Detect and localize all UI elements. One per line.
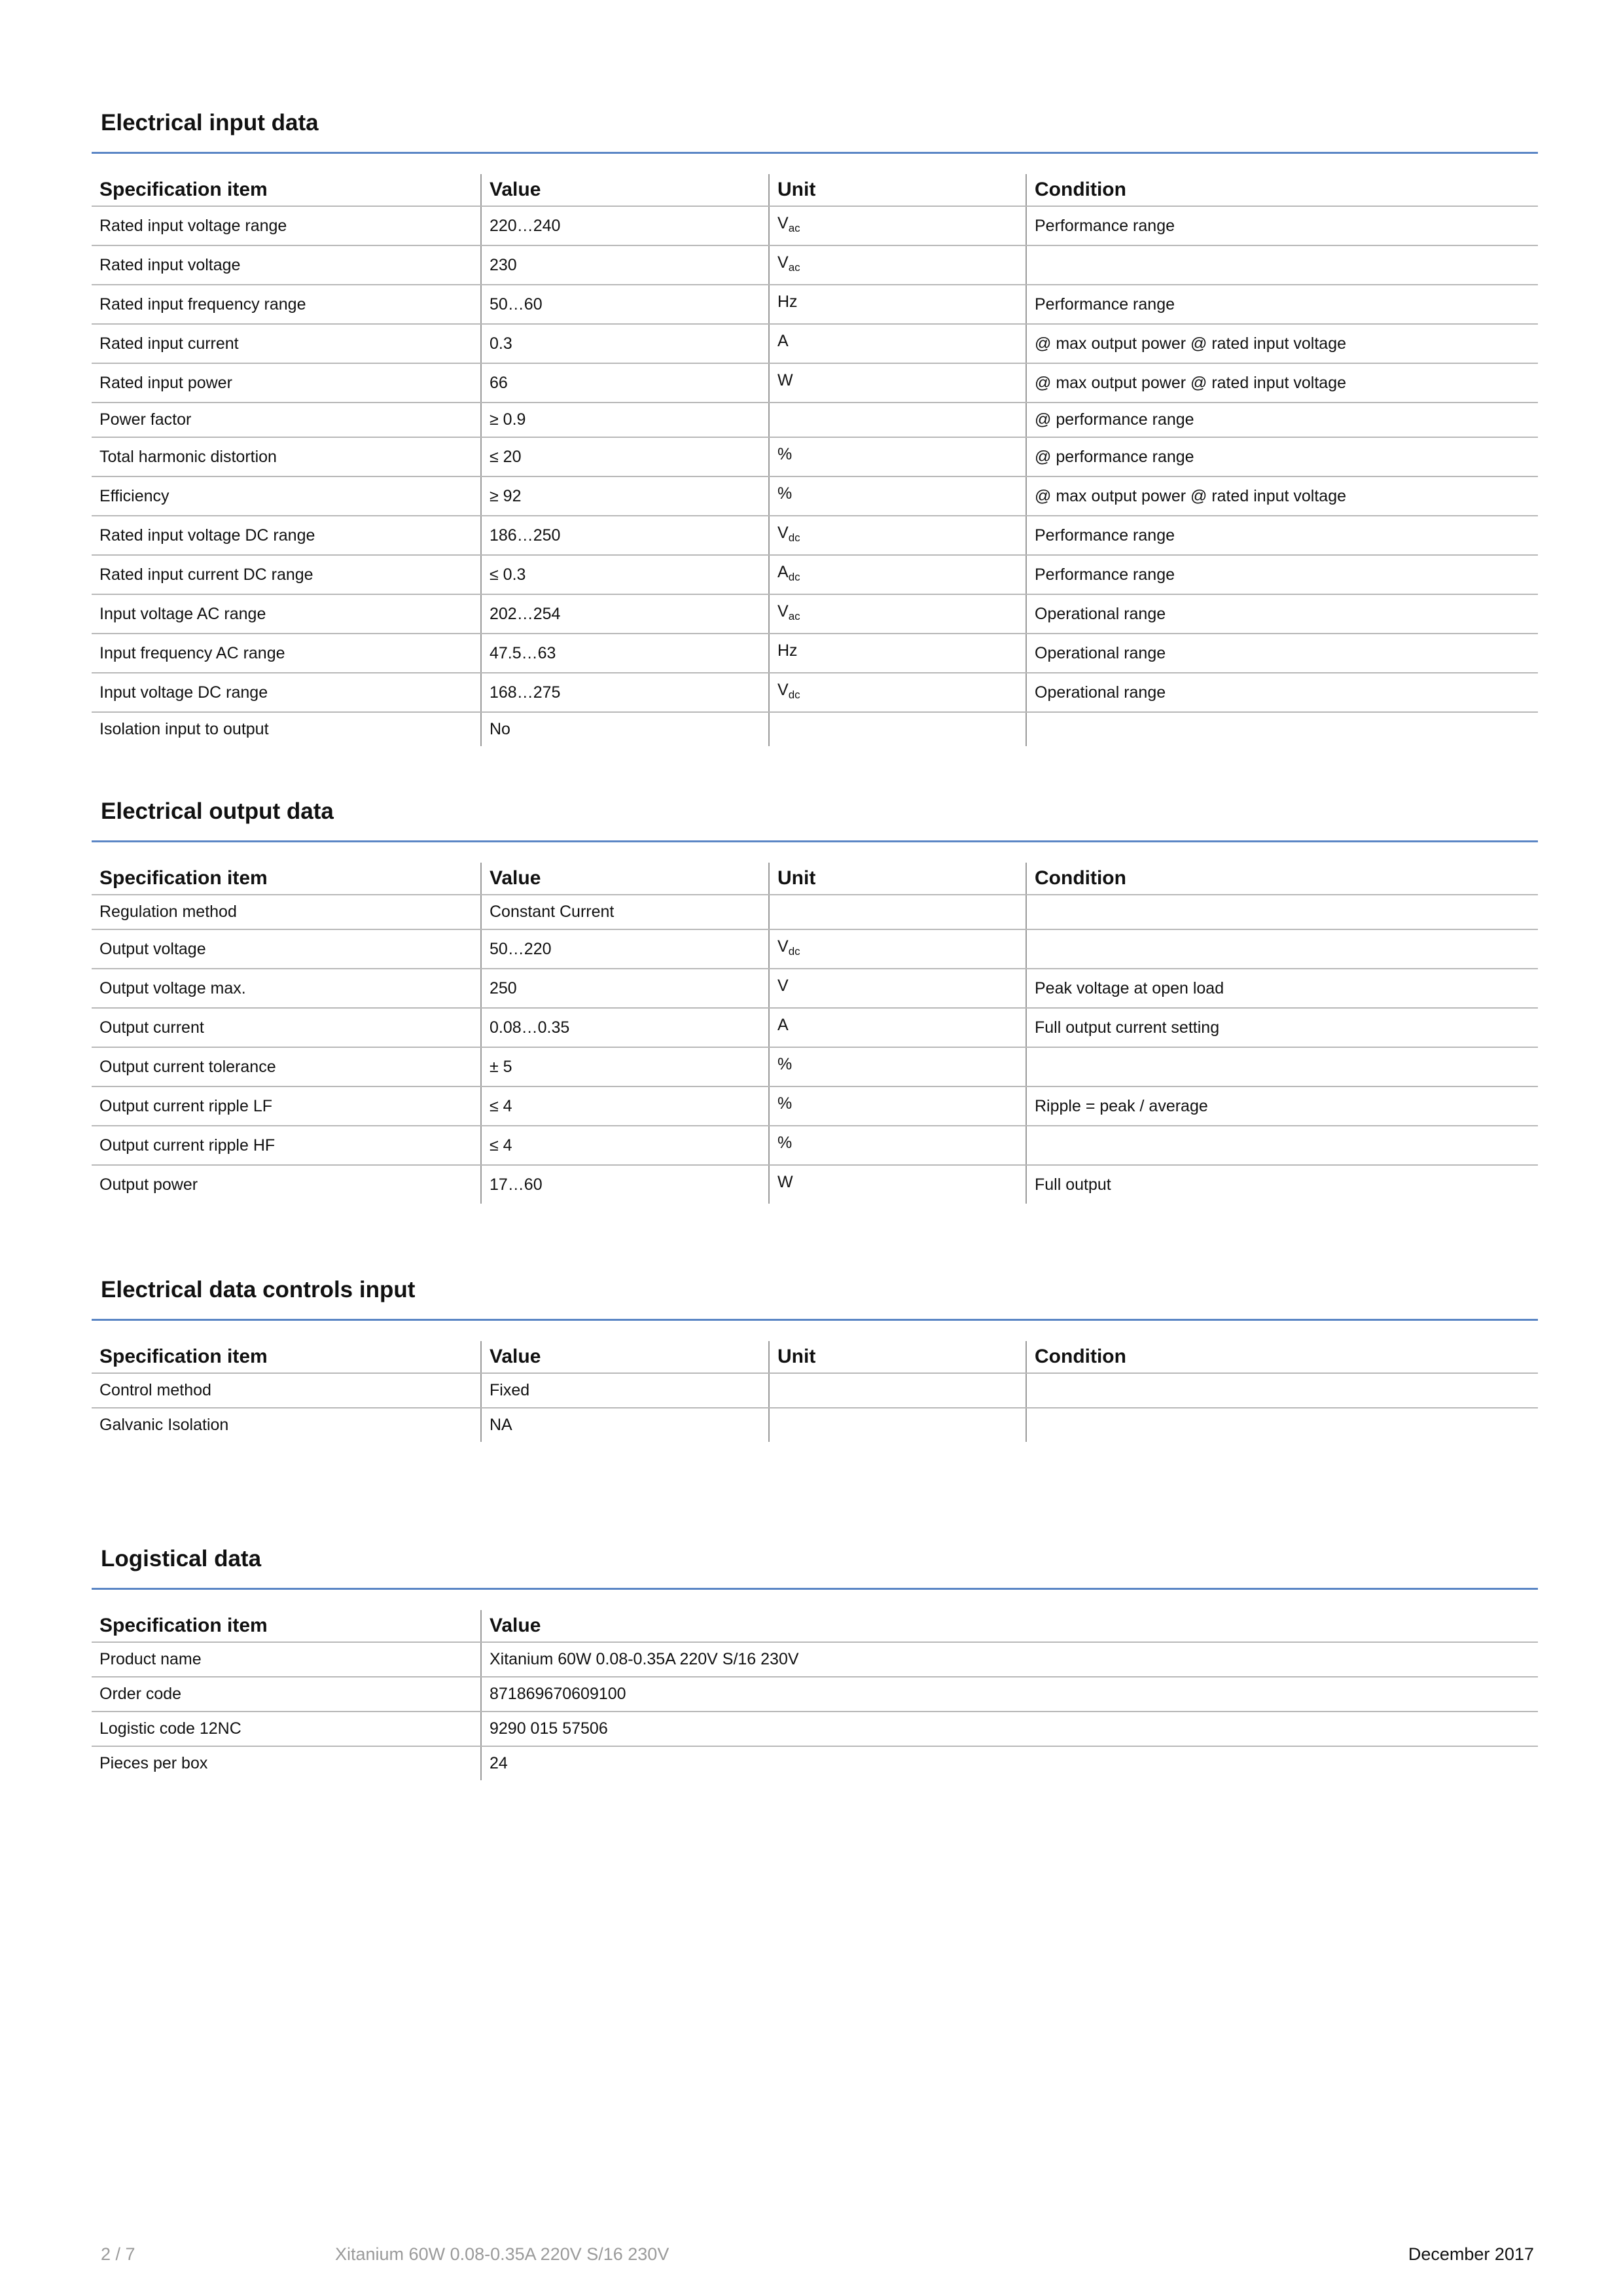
cell-value: 50…60	[481, 285, 769, 324]
unit-symbol: Hz	[777, 293, 798, 311]
table-row	[92, 1373, 1538, 1408]
cell-unit	[769, 1008, 1026, 1047]
section-divider	[92, 1588, 1538, 1590]
footer-product-name: Xitanium 60W 0.08-0.35A 220V S/16 230V	[335, 2244, 669, 2264]
cell-condition: Performance range	[1026, 516, 1538, 555]
unit-subscript: dc	[788, 531, 800, 544]
cell-value: Constant Current	[481, 895, 769, 929]
table-row	[92, 1086, 1538, 1126]
unit-symbol: V	[777, 524, 789, 542]
cell-value: 66	[481, 363, 769, 403]
cell-spec-item: Rated input power	[92, 363, 481, 403]
table-row	[92, 1712, 1538, 1746]
cell-unit	[769, 1047, 1026, 1086]
cell-spec-item: Order code	[92, 1677, 481, 1712]
unit-subscript: ac	[788, 261, 800, 274]
footer-page-number: 2 / 7	[101, 2244, 135, 2264]
section-controls-input	[92, 1274, 1538, 1442]
table-row	[92, 324, 1538, 363]
unit-symbol: W	[777, 1173, 793, 1191]
cell-value: 250	[481, 969, 769, 1008]
unit-symbol: W	[777, 371, 793, 389]
cell-spec-item: Isolation input to output	[99, 720, 269, 738]
cell-spec-item: Rated input frequency range	[92, 285, 481, 324]
cell-spec-item: Output current tolerance	[92, 1047, 481, 1086]
unit-symbol: %	[777, 484, 793, 503]
unit-subscript: ac	[788, 610, 800, 622]
unit-symbol: V	[777, 977, 789, 995]
cell-condition	[1026, 1373, 1538, 1408]
cell-unit	[769, 712, 1026, 746]
unit-symbol: V	[777, 253, 789, 272]
table-row	[92, 363, 1538, 403]
cell-value: 17…60	[481, 1165, 769, 1204]
unit-symbol: %	[777, 1055, 793, 1073]
cell-value: ≤ 20	[481, 437, 769, 476]
table-row	[92, 1408, 1538, 1442]
table-row	[92, 476, 1538, 516]
table-row	[92, 437, 1538, 476]
cell-value: ≤ 4	[481, 1086, 769, 1126]
cell-spec-item: Pieces per box	[99, 1754, 208, 1772]
unit-subscript: ac	[788, 222, 800, 234]
cell-spec-item: Efficiency	[92, 476, 481, 516]
cell-spec-item: Logistic code 12NC	[92, 1712, 481, 1746]
cell-unit	[769, 673, 1026, 712]
unit-symbol: V	[777, 937, 789, 956]
section-logistical	[92, 1543, 1538, 1780]
cell-condition: Performance range	[1026, 285, 1538, 324]
header-unit: Unit	[769, 863, 1026, 895]
cell-value: 220…240	[481, 206, 769, 245]
section-divider	[92, 1319, 1538, 1321]
cell-unit	[769, 206, 1026, 245]
cell-value: 186…250	[481, 516, 769, 555]
header-condition: Condition	[1026, 174, 1538, 206]
unit-subscript: dc	[788, 689, 800, 701]
cell-condition	[1026, 1047, 1538, 1086]
cell-spec-item: Rated input current DC range	[92, 555, 481, 594]
unit-subscript: dc	[788, 571, 800, 583]
cell-condition: @ max output power @ rated input voltage	[1026, 324, 1538, 363]
header-condition: Condition	[1026, 863, 1538, 895]
section-divider	[92, 840, 1538, 842]
cell-spec-item: Rated input current	[92, 324, 481, 363]
header-spec-item: Specification item	[92, 1341, 481, 1373]
section-title: Electrical data controls input	[101, 1277, 416, 1302]
unit-symbol: V	[777, 602, 789, 620]
cell-value: Xitanium 60W 0.08-0.35A 220V S/16 230V	[481, 1642, 1538, 1677]
table-row	[92, 555, 1538, 594]
cell-condition: Peak voltage at open load	[1026, 969, 1538, 1008]
cell-condition: Performance range	[1026, 555, 1538, 594]
cell-value: ≥ 92	[481, 476, 769, 516]
cell-spec-item: Input voltage DC range	[92, 673, 481, 712]
cell-spec-item: Input voltage AC range	[92, 594, 481, 634]
unit-symbol: V	[777, 681, 789, 699]
cell-unit	[769, 1086, 1026, 1126]
cell-condition: @ max output power @ rated input voltage	[1026, 363, 1538, 403]
cell-spec-item: Rated input voltage range	[92, 206, 481, 245]
table-row	[92, 929, 1538, 969]
cell-condition: Ripple = peak / average	[1026, 1086, 1538, 1126]
cell-value: No	[481, 712, 769, 746]
section-electrical-output	[92, 796, 1538, 1204]
header-value: Value	[481, 1610, 1538, 1642]
header-value: Value	[481, 1341, 769, 1373]
cell-condition: Operational range	[1026, 673, 1538, 712]
cell-unit	[769, 895, 1026, 929]
cell-condition: Performance range	[1026, 206, 1538, 245]
cell-unit	[769, 1165, 1026, 1204]
unit-symbol: Hz	[777, 641, 798, 660]
unit-subscript: dc	[788, 945, 800, 958]
unit-symbol: A	[777, 563, 789, 581]
cell-spec-item: Power factor	[92, 403, 481, 437]
cell-value: 168…275	[481, 673, 769, 712]
cell-condition: @ max output power @ rated input voltage	[1026, 476, 1538, 516]
header-value: Value	[481, 863, 769, 895]
cell-spec-item: Galvanic Isolation	[99, 1416, 229, 1434]
cell-spec-item: Output current	[92, 1008, 481, 1047]
cell-unit	[769, 555, 1026, 594]
table-row	[92, 1165, 1538, 1204]
cell-value: 230	[481, 245, 769, 285]
table-row	[92, 1008, 1538, 1047]
cell-unit	[769, 634, 1026, 673]
section-electrical-input	[92, 107, 1538, 746]
cell-unit	[769, 476, 1026, 516]
cell-spec-item: Output voltage	[92, 929, 481, 969]
table-header-row	[92, 1341, 1538, 1373]
section-title: Logistical data	[101, 1546, 262, 1571]
table-row	[92, 594, 1538, 634]
cell-value: 24	[481, 1746, 1538, 1780]
spec-table-input	[92, 174, 1538, 746]
cell-spec-item: Input frequency AC range	[92, 634, 481, 673]
cell-unit	[769, 245, 1026, 285]
cell-spec-item: Output voltage max.	[92, 969, 481, 1008]
cell-value: 47.5…63	[481, 634, 769, 673]
cell-unit	[769, 594, 1026, 634]
header-unit: Unit	[769, 1341, 1026, 1373]
cell-value: NA	[481, 1408, 769, 1442]
cell-spec-item: Output current ripple HF	[92, 1126, 481, 1165]
cell-spec-item: Rated input voltage	[92, 245, 481, 285]
cell-value: ≥ 0.9	[481, 403, 769, 437]
table-row	[92, 1677, 1538, 1712]
section-divider	[92, 152, 1538, 154]
table-row	[92, 969, 1538, 1008]
table-row	[92, 403, 1538, 437]
cell-unit	[769, 437, 1026, 476]
section-title: Electrical input data	[101, 110, 319, 135]
unit-symbol: A	[777, 332, 789, 350]
header-spec-item: Specification item	[92, 174, 481, 206]
cell-spec-item: Product name	[92, 1642, 481, 1677]
cell-condition	[1026, 712, 1538, 746]
header-spec-item: Specification item	[92, 863, 481, 895]
table-row	[92, 712, 1538, 746]
unit-symbol: A	[777, 1016, 789, 1034]
table-row	[92, 673, 1538, 712]
cell-value: ≤ 0.3	[481, 555, 769, 594]
cell-condition	[1026, 245, 1538, 285]
cell-value: 871869670609100	[481, 1677, 1538, 1712]
cell-unit	[769, 285, 1026, 324]
cell-value: 202…254	[481, 594, 769, 634]
cell-unit	[769, 516, 1026, 555]
cell-condition	[1026, 1408, 1538, 1442]
cell-unit	[769, 969, 1026, 1008]
cell-unit	[769, 403, 1026, 437]
cell-unit	[769, 1126, 1026, 1165]
table-header-row	[92, 1610, 1538, 1642]
table-row	[92, 285, 1538, 324]
cell-value: ≤ 4	[481, 1126, 769, 1165]
table-header-row	[92, 174, 1538, 206]
cell-condition	[1026, 895, 1538, 929]
section-title: Electrical output data	[101, 798, 334, 824]
cell-spec-item: Control method	[92, 1373, 481, 1408]
cell-condition	[1026, 1126, 1538, 1165]
cell-condition: @ performance range	[1026, 437, 1538, 476]
table-header-row	[92, 863, 1538, 895]
table-row	[92, 634, 1538, 673]
spec-table-output	[92, 863, 1538, 1204]
cell-condition: Operational range	[1026, 594, 1538, 634]
table-row	[92, 895, 1538, 929]
table-row	[92, 206, 1538, 245]
cell-unit	[769, 324, 1026, 363]
cell-value: 0.3	[481, 324, 769, 363]
cell-value: 9290 015 57506	[481, 1712, 1538, 1746]
header-spec-item: Specification item	[92, 1610, 481, 1642]
cell-spec-item: Output current ripple LF	[92, 1086, 481, 1126]
cell-condition: Operational range	[1026, 634, 1538, 673]
table-row	[92, 516, 1538, 555]
header-unit: Unit	[769, 174, 1026, 206]
spec-table-controls	[92, 1341, 1538, 1442]
cell-value: Fixed	[481, 1373, 769, 1408]
cell-spec-item: Regulation method	[92, 895, 481, 929]
cell-unit	[769, 929, 1026, 969]
cell-spec-item: Rated input voltage DC range	[92, 516, 481, 555]
table-row	[92, 1746, 1538, 1780]
cell-unit	[769, 363, 1026, 403]
table-row	[92, 1126, 1538, 1165]
cell-value: 0.08…0.35	[481, 1008, 769, 1047]
header-value: Value	[481, 174, 769, 206]
table-row	[92, 1047, 1538, 1086]
cell-unit	[769, 1408, 1026, 1442]
table-row	[92, 1642, 1538, 1677]
unit-symbol: V	[777, 214, 789, 232]
cell-spec-item: Total harmonic distortion	[92, 437, 481, 476]
unit-symbol: %	[777, 445, 793, 463]
cell-condition: Full output current setting	[1026, 1008, 1538, 1047]
cell-condition: @ performance range	[1026, 403, 1538, 437]
cell-condition: Full output	[1026, 1165, 1538, 1204]
cell-spec-item: Output power	[99, 1175, 198, 1194]
spec-table-logistical	[92, 1610, 1538, 1780]
table-row	[92, 245, 1538, 285]
header-condition: Condition	[1026, 1341, 1538, 1373]
cell-value: ± 5	[481, 1047, 769, 1086]
cell-unit	[769, 1373, 1026, 1408]
cell-condition	[1026, 929, 1538, 969]
footer-date: December 2017	[1408, 2244, 1534, 2264]
cell-value: 50…220	[481, 929, 769, 969]
unit-symbol: %	[777, 1134, 793, 1152]
unit-symbol: %	[777, 1094, 793, 1113]
